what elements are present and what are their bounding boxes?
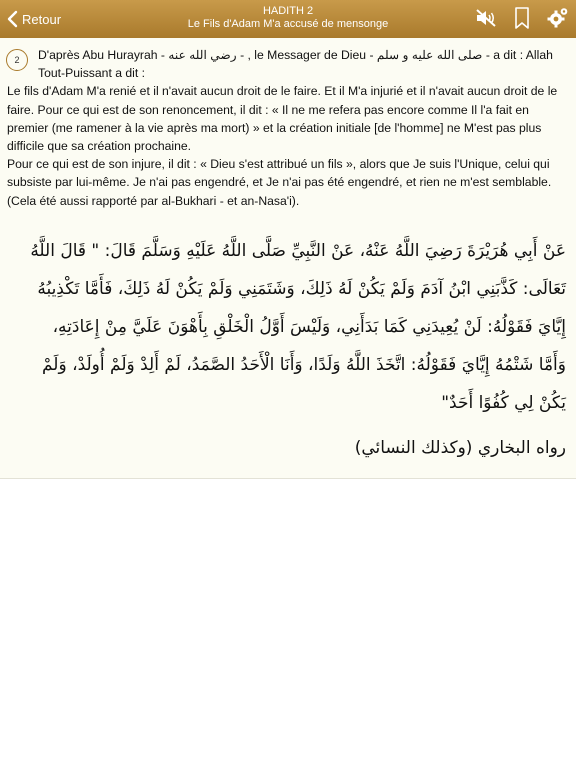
back-button[interactable] (6, 8, 61, 30)
french-intro: D'après Abu Hurayrah - رضي الله عنه - , le Messager de Dieu - صلى الله عليه و سلم - a dit : Allah Tout-Puissant a dit : (38, 48, 553, 81)
french-paragraph-1: Le fils d'Adam M'a renié et il n'avait aucun droit de le faire. Et il M'a injurié et il n'avait aucun droit de le faire. Pour ce qui est de son renoncement, il dit : « Il ne me refera pas encore comme Il l'a fait en premier (me ramener à la vie après ma mort) » et la création initiale [de l'homme] ne M'est pas plus difficile que sa création prochaine. (7, 84, 558, 154)
hadith-content (0, 38, 576, 479)
sound-off-icon[interactable] (474, 6, 498, 30)
gear-icon[interactable] (546, 6, 570, 30)
back-label: Retour (22, 11, 62, 27)
chevron-left-icon (6, 10, 18, 28)
arabic-text: عَنْ أَبِي هُرَيْرَةَ رَضِيَ اللَّهُ عَنْهُ، عَنْ النَّبِيِّ صَلَّى اللَّهُ عَلَيْهِ وَسَلَّمَ قَالَ: " قَالَ اللَّهُ تَعَالَى: كَذَّبَنِي ابْنُ آدَمَ وَلَمْ يَكُنْ لَهُ ذَلِكَ، وَشَتَمَنِي وَلَمْ يَكُنْ لَهُ ذَلِكَ، فَأَمَّا تَكْذِيبُهُ إِيَّايَ فَقَوْلُهُ: لَنْ يُعِيدَنِي كَمَا بَدَأَنِي، وَلَيْسَ أَوَّلُ الْخَلْقِ بِأَهْوَنَ عَلَيَّ مِنْ إِعَادَتِهِ، وَأَمَّا شَتْمُهُ إِيَّايَ فَقَوْلُهُ: اتَّخَذَ اللَّهُ وَلَدًا، وَأَنَا الْأَحَدُ الصَّمَدُ، لَمْ أَلِدْ وَلَمْ أُولَدْ، وَلَمْ يَكُنْ لِي كُفُوًا أَحَدٌ" (30, 241, 566, 413)
hadith-subtitle: Le Fils d'Adam M'a accusé de mensonge (187, 18, 389, 30)
hadith-number-badge: 2 (6, 49, 28, 71)
french-translation (7, 46, 568, 210)
french-paragraph-3: (Cela été aussi rapporté par al-Bukhari - et an-Nasa'i). (7, 193, 300, 208)
arabic-reference: رواه البخاري (وكذلك النسائي) (354, 438, 566, 458)
hadith-title: HADITH 2 (262, 5, 314, 17)
page-title (150, 5, 426, 31)
french-paragraph-2: Pour ce qui est de son injure, il dit : « Dieu s'est attribué un fils », alors que Je suis l'Unique, celui qui subsiste par lui-même. Je n'ai pas engendré, et Je n'ai pas été engendré, et rien ne m'est semblable. (7, 157, 552, 190)
navigation-bar (0, 0, 576, 38)
bookmark-icon[interactable] (510, 6, 534, 30)
